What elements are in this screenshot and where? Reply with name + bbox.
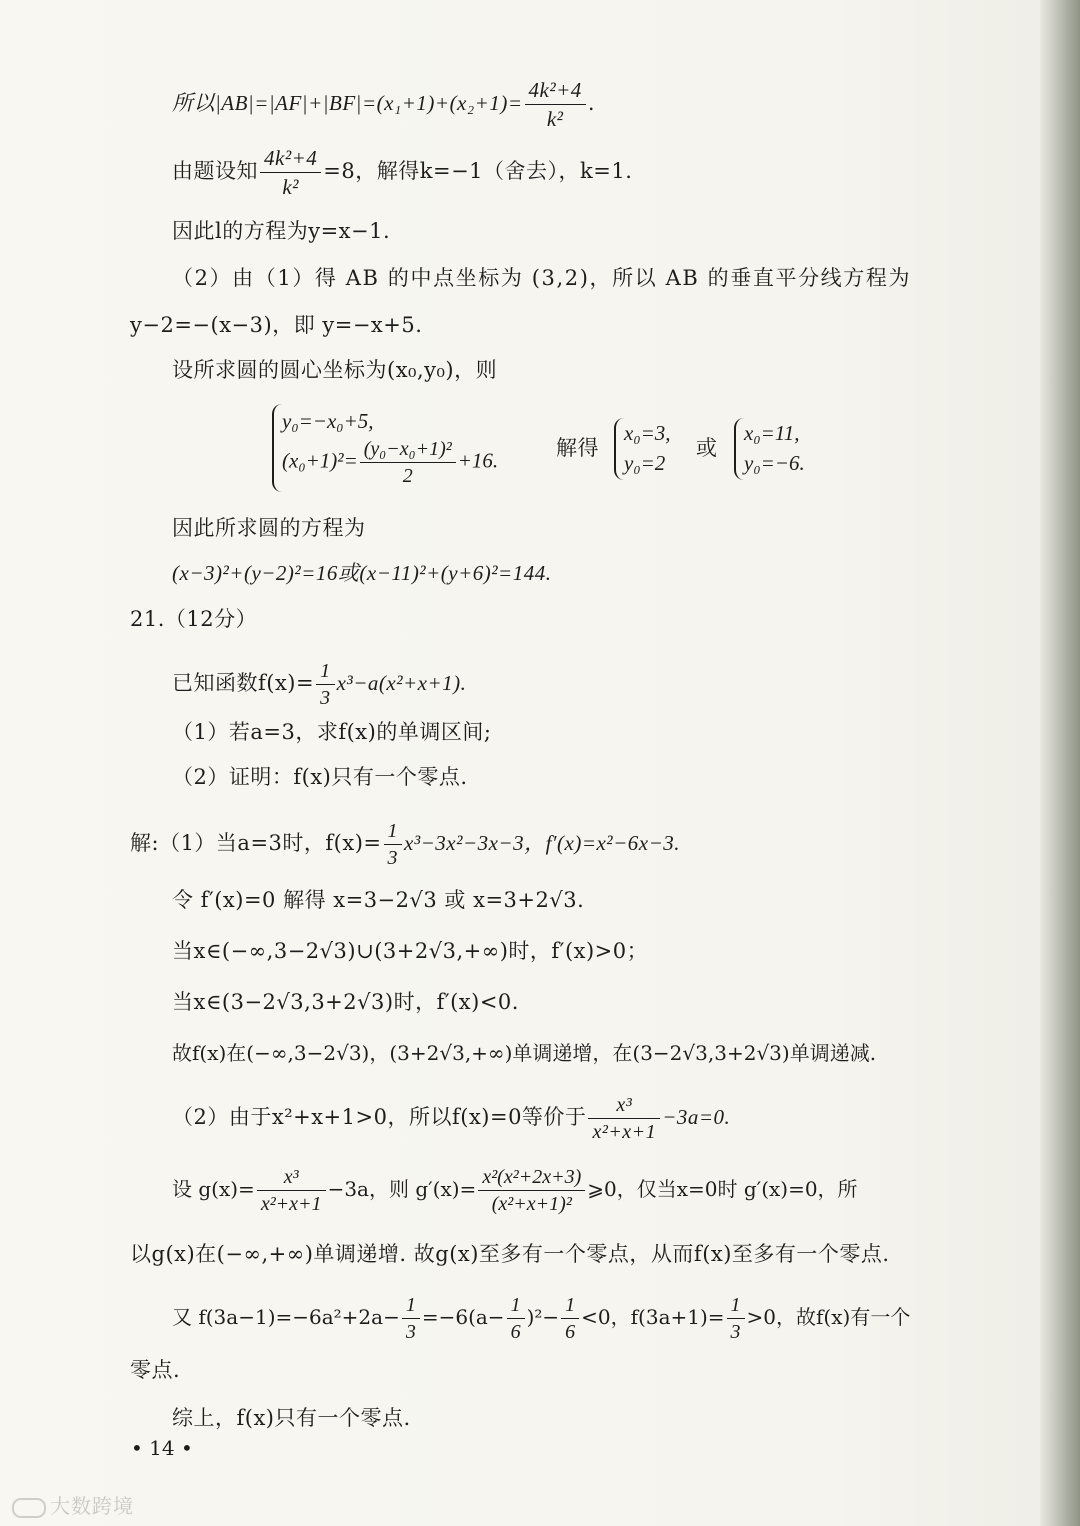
- text-line: （2）由（1）得 AB 的中点坐标为 (3,2)，所以 AB 的垂直平分线方程为: [172, 266, 912, 290]
- text-span: =8，解得k=−1（舍去），k=1.: [323, 159, 633, 183]
- fraction-denominator: 6: [510, 1321, 521, 1343]
- fraction-denominator: 3: [320, 687, 331, 709]
- fraction: [561, 1294, 579, 1343]
- fraction: [525, 78, 586, 131]
- text-span: 设 g(x)=: [172, 1177, 255, 1201]
- text-line: 综上，f(x)只有一个零点.: [172, 1406, 411, 1430]
- equation-system: [614, 418, 671, 480]
- solve-label: 解得: [556, 436, 599, 460]
- text-line: 当x∈(3−2√3,3+2√3)时，f′(x)<0.: [172, 990, 519, 1014]
- text-line: （2）证明：f(x)只有一个零点.: [172, 765, 468, 789]
- equation-text: −3a=0.: [662, 1105, 731, 1129]
- or-label: 或: [696, 436, 718, 460]
- fraction-denominator: 3: [405, 1321, 416, 1343]
- equation-text: 所以|AB|=|AF|+|BF|=(x₁+1)+(x₂+1)=: [172, 91, 523, 115]
- fraction-numerator: x³: [257, 1166, 326, 1191]
- text-line: y−2=−(x−3)，即 y=−x+5.: [130, 313, 423, 337]
- fraction: [727, 1294, 745, 1343]
- fraction-numerator: 1: [402, 1294, 420, 1319]
- fraction-denominator: k²: [282, 175, 299, 199]
- text-line: 令 f′(x)=0 解得 x=3−2√3 或 x=3+2√3.: [172, 888, 585, 912]
- fraction-numerator: 4k²+4: [525, 78, 586, 105]
- fraction-numerator: x³: [588, 1094, 660, 1119]
- text-line: 设所求圆的圆心坐标为(x₀,y₀)，则: [172, 358, 498, 382]
- system-row: y₀=−x₀+5,: [282, 409, 374, 433]
- text-span: ⩾0，仅当x=0时 g′(x)=0，所: [587, 1177, 858, 1201]
- text-line: [172, 660, 466, 709]
- text-span: >0，故f(x)有一个: [746, 1305, 911, 1329]
- text-line: [172, 146, 632, 199]
- text-line: [172, 1166, 858, 1215]
- fraction: [360, 438, 456, 487]
- text-span: 由题设知: [172, 159, 258, 183]
- equation-system: [734, 418, 805, 480]
- text-span: 解:（1）当a=3时，f(x)=: [130, 831, 382, 855]
- system-row: y₀=2: [624, 451, 666, 475]
- fraction-denominator: (x²+x+1)²: [491, 1193, 572, 1215]
- page-number: • 14 •: [131, 1436, 193, 1460]
- text-line: 故f(x)在(−∞,3−2√3)，(3+2√3,+∞)单调递增，在(3−2√3,3+2√3)单调递减.: [172, 1041, 877, 1065]
- text-line: [172, 78, 595, 131]
- fraction-numerator: x²(x²+2x+3): [478, 1166, 585, 1191]
- system-row: x₀=11,: [744, 421, 800, 445]
- text-span: −3a，则 g′(x)=: [327, 1177, 477, 1201]
- system-row: [282, 438, 498, 487]
- fraction: [316, 660, 335, 709]
- text-line: 因此所求圆的方程为: [172, 516, 366, 540]
- text-span: （2）由于x²+x+1>0，所以f(x)=0等价于: [172, 1105, 587, 1129]
- watermark-logo-icon: [12, 1498, 46, 1518]
- fraction-numerator: 1: [384, 820, 403, 845]
- watermark-text: 大数跨境: [50, 1494, 134, 1518]
- fraction-numerator: (y₀−x₀+1)²: [360, 438, 456, 463]
- text-line: (x−3)²+(y−2)²=16或(x−11)²+(y+6)²=144.: [172, 561, 552, 585]
- fraction: [478, 1166, 585, 1215]
- watermark: [12, 1490, 134, 1519]
- text-span: <0，f(3a+1)=: [581, 1305, 725, 1329]
- fraction-denominator: x²+x+1: [260, 1193, 322, 1215]
- fraction-numerator: 1: [727, 1294, 745, 1319]
- text-line: 当x∈(−∞,3−2√3)∪(3+2√3,+∞)时，f′(x)>0；: [172, 939, 649, 963]
- fraction-denominator: 6: [565, 1321, 576, 1343]
- text-span: 又 f(3a−1)=−6a²+2a−: [172, 1305, 400, 1329]
- fraction-denominator: 2: [402, 465, 413, 487]
- equation-system: [272, 404, 498, 492]
- text-line: [172, 1094, 730, 1143]
- text-span: 已知函数f(x)=: [172, 671, 315, 695]
- text-line: 因此l的方程为y=x−1.: [172, 219, 391, 243]
- text-line: 以g(x)在(−∞,+∞)单调递增. 故g(x)至多有一个零点，从而f(x)至多有一个零点.: [130, 1242, 890, 1266]
- equation-text: (x₀+1)²=: [282, 448, 358, 473]
- fraction-numerator: 1: [507, 1294, 525, 1319]
- text-line: [172, 1294, 910, 1343]
- fraction: [402, 1294, 420, 1343]
- system-row: y₀=−6.: [744, 451, 805, 475]
- fraction-numerator: 1: [561, 1294, 579, 1319]
- fraction: [588, 1094, 660, 1143]
- fraction-numerator: 4k²+4: [260, 146, 321, 173]
- book-spine-shadow: [1040, 0, 1080, 1526]
- fraction: [260, 146, 321, 199]
- system-row: x₀=3,: [624, 421, 671, 445]
- text-span: )²−: [526, 1305, 560, 1329]
- fraction-numerator: 1: [316, 660, 335, 685]
- equation-text: .: [587, 91, 595, 115]
- fraction: [257, 1166, 326, 1215]
- fraction-denominator: k²: [546, 107, 564, 131]
- equation-text: +16.: [457, 448, 499, 473]
- text-line: [130, 820, 680, 869]
- text-line: （1）若a=3，求f(x)的单调区间;: [172, 720, 492, 744]
- equation-text: x³−a(x²+x+1).: [336, 671, 467, 695]
- fraction: [507, 1294, 525, 1343]
- fraction-denominator: 3: [387, 847, 399, 869]
- problem-heading: 21.（12分）: [130, 607, 258, 631]
- text-span: =−6(a−: [421, 1305, 505, 1329]
- fraction-denominator: x²+x+1: [592, 1121, 657, 1143]
- fraction: [384, 820, 403, 869]
- fraction-denominator: 3: [730, 1321, 741, 1343]
- equation-text: x³−3x²−3x−3，f′(x)=x²−6x−3.: [404, 831, 681, 855]
- text-line: 零点.: [130, 1358, 181, 1382]
